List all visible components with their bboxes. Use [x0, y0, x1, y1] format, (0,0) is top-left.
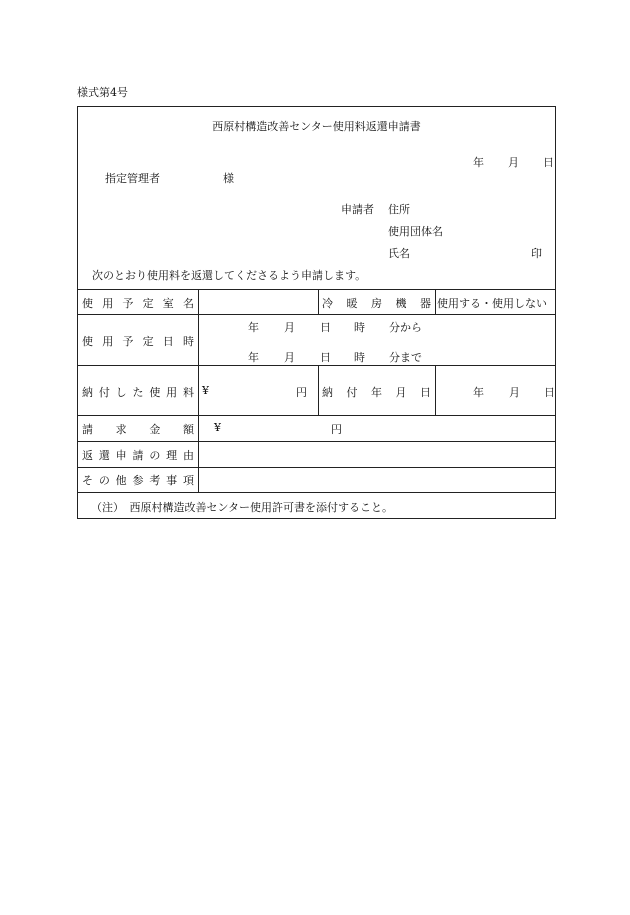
room-label: 使 用 予 定 室 名 [82, 297, 194, 310]
schedule-to-year: 年 [248, 351, 259, 364]
rule [318, 365, 319, 415]
header-day: 日 [543, 156, 554, 169]
note-text: （注） 西原村構造改善センター使用許可書を添付すること。 [91, 501, 394, 514]
schedule-from-hour: 時 [354, 321, 365, 334]
form-title: 西原村構造改善センター使用料返還申請書 [212, 120, 421, 133]
schedule-from-month: 月 [284, 321, 295, 334]
claim-unit: 円 [331, 423, 342, 436]
paid-fee-unit: 円 [296, 386, 307, 399]
schedule-from-year: 年 [248, 321, 259, 334]
header-year: 年 [473, 156, 484, 169]
addressee-label: 指定管理者 [105, 172, 160, 185]
schedule-label: 使 用 予 定 日 時 [82, 335, 194, 348]
applicant-name-label: 氏名 [388, 247, 410, 260]
reason-label: 返 還 申 請 の 理 由 [82, 449, 194, 462]
rule [78, 314, 555, 315]
form-number: 様式第4号 [77, 86, 128, 99]
rule [318, 289, 319, 314]
schedule-from-day: 日 [320, 321, 331, 334]
rule [78, 441, 555, 442]
applicant-label: 申請者 [341, 203, 374, 216]
rule [198, 289, 199, 492]
rule [78, 289, 555, 290]
addressee-honorific: 様 [223, 172, 234, 185]
paid-date-label: 納 付 年 月 日 [322, 386, 431, 399]
schedule-to-minute: 分まで [389, 351, 422, 364]
schedule-from-minute: 分から [389, 321, 422, 334]
paid-date-year: 年 [473, 386, 484, 399]
other-label: そ の 他 参 考 事 項 [82, 474, 194, 487]
header-month: 月 [508, 156, 519, 169]
paid-date-month: 月 [509, 386, 520, 399]
rule [78, 415, 555, 416]
rule [78, 492, 555, 493]
intro-text: 次のとおり使用料を返還してくださるよう申請します。 [92, 269, 367, 282]
paid-date-day: 日 [544, 386, 555, 399]
seal-mark: 印 [531, 247, 542, 260]
heating-value: 使用する・使用しない [437, 297, 547, 310]
heating-label: 冷 暖 房 機 器 [322, 297, 431, 310]
schedule-to-month: 月 [284, 351, 295, 364]
applicant-address-label: 住所 [388, 203, 410, 216]
claim-currency: ¥ [214, 421, 221, 434]
paid-fee-currency: ¥ [202, 384, 209, 397]
schedule-to-day: 日 [320, 351, 331, 364]
application-form [77, 106, 556, 519]
claim-label: 請 求 金 額 [82, 423, 194, 436]
applicant-organization-label: 使用団体名 [388, 225, 443, 238]
rule [435, 365, 436, 415]
rule [435, 289, 436, 314]
paid-fee-label: 納 付 し た 使 用 料 [82, 386, 194, 399]
schedule-to-hour: 時 [354, 351, 365, 364]
rule [78, 467, 555, 468]
rule [78, 365, 555, 366]
